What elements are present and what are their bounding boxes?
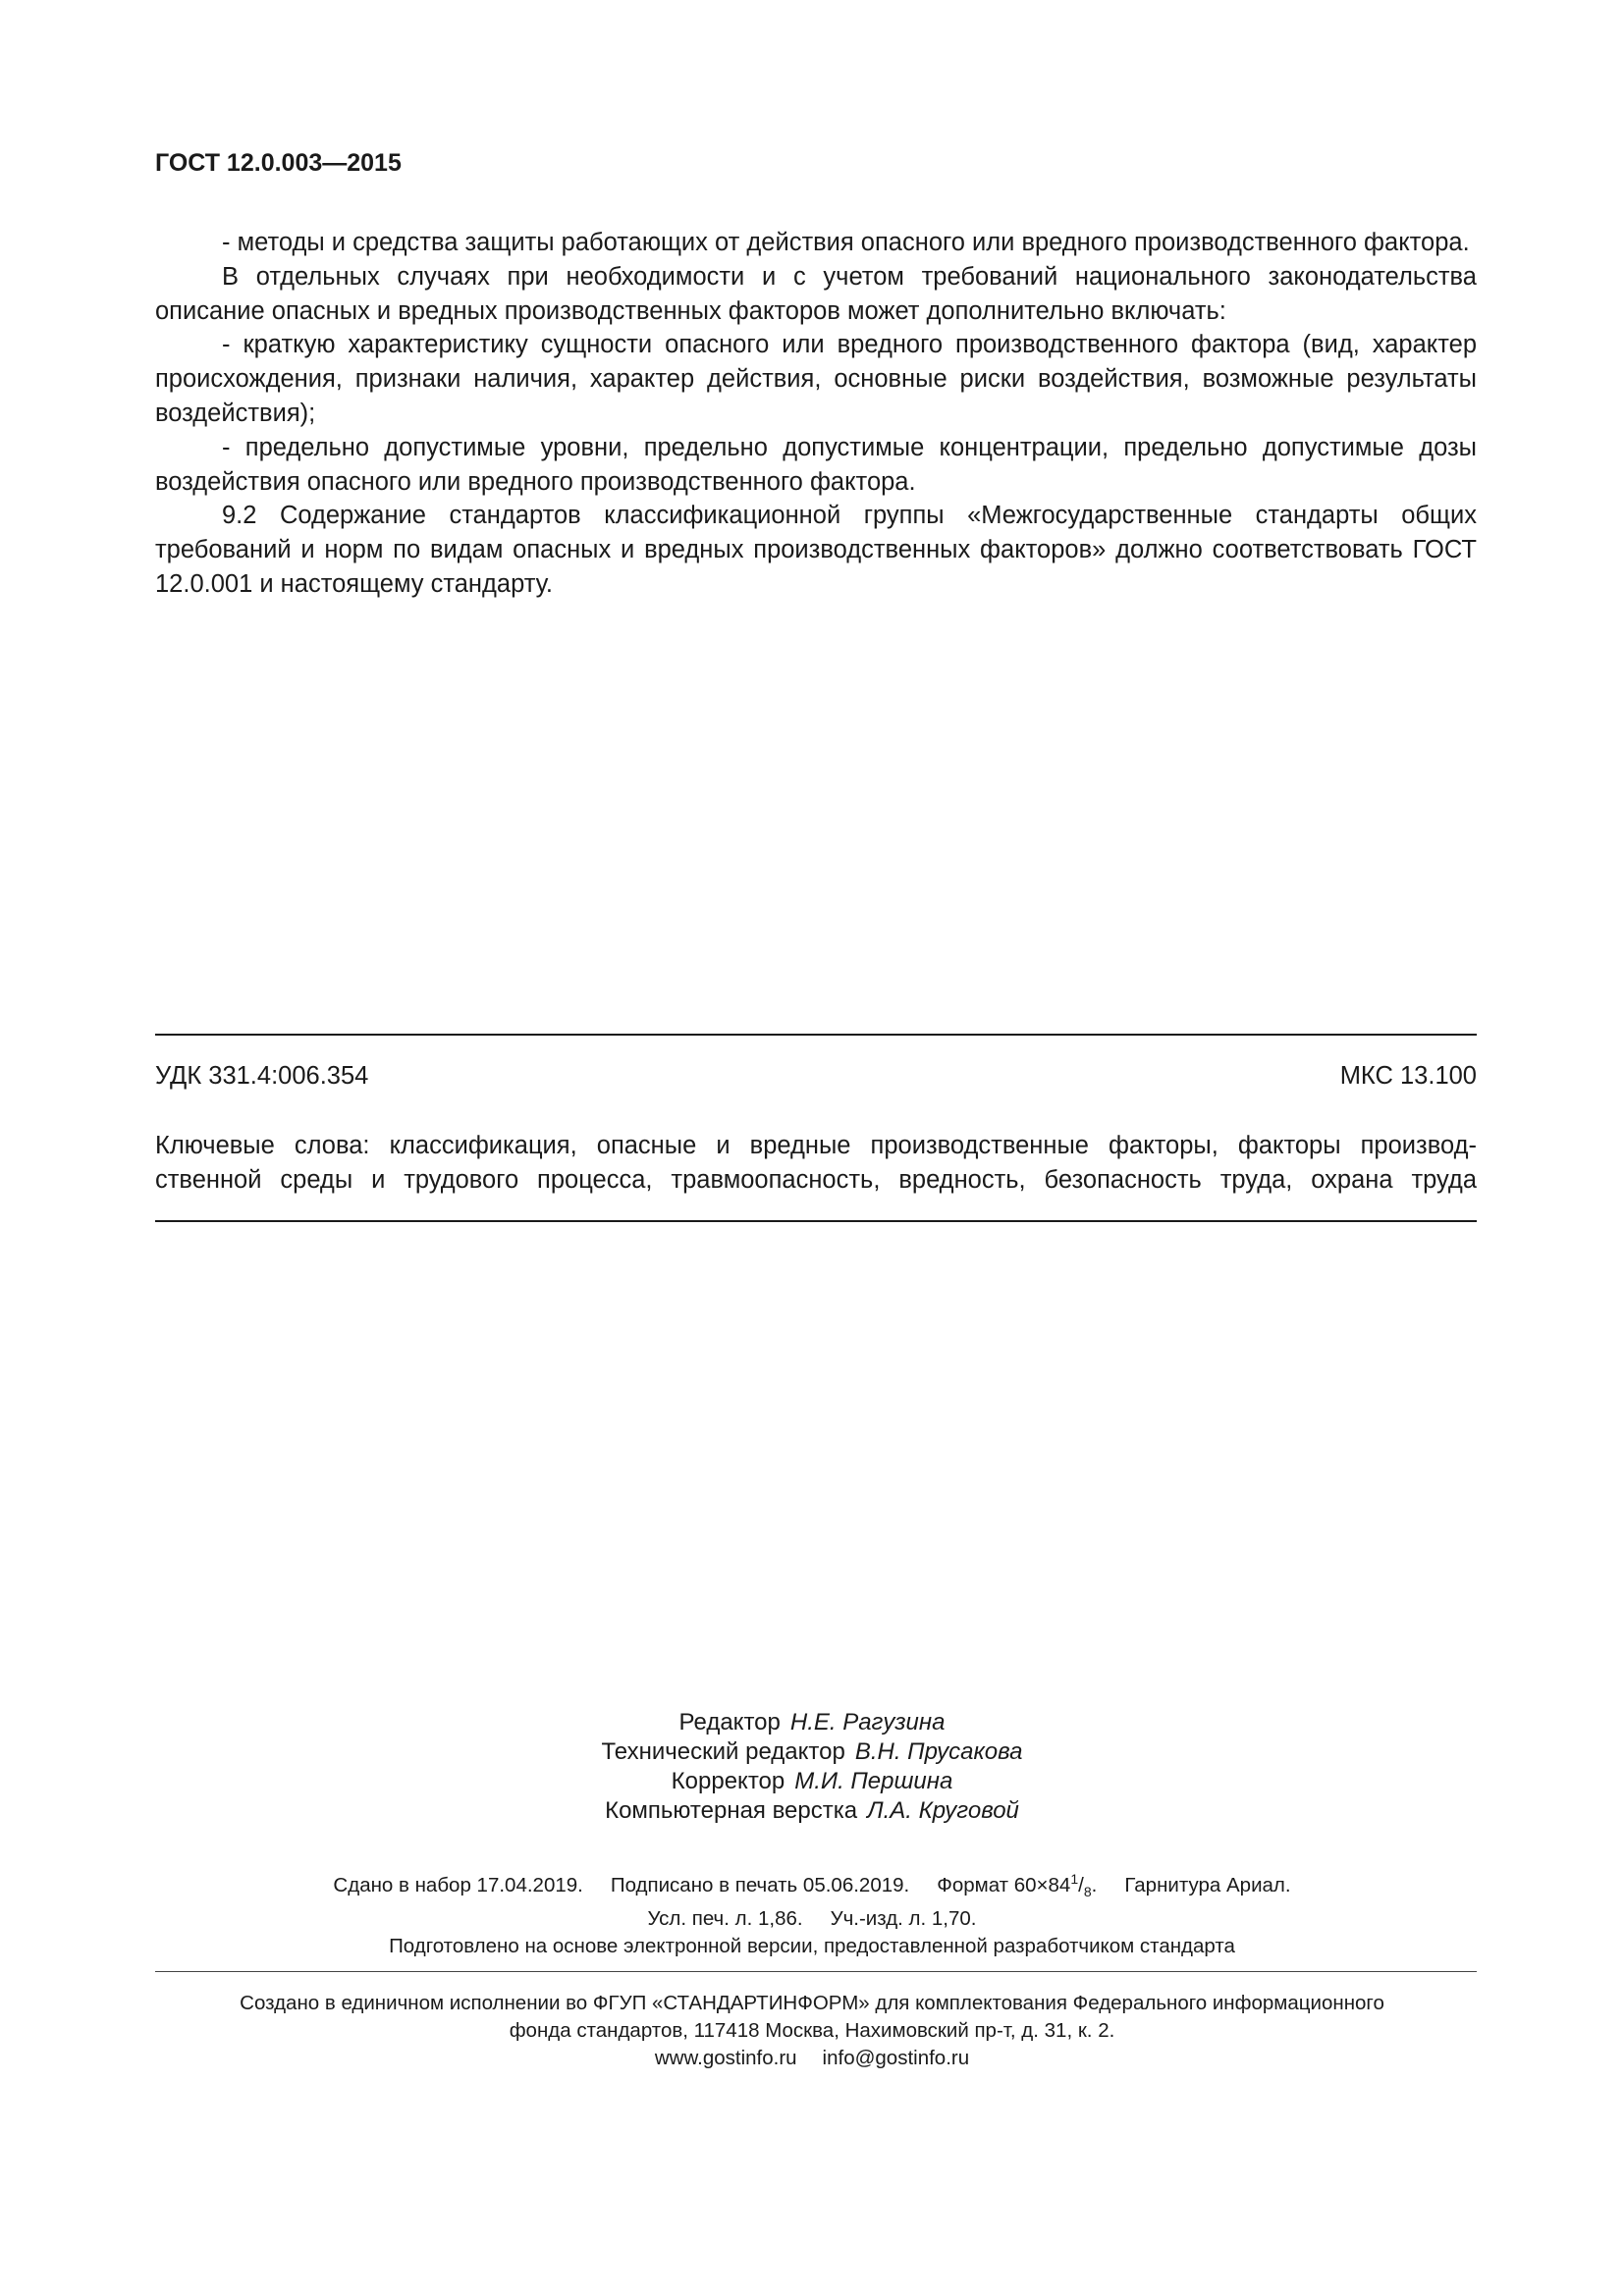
footer-contacts: [0, 2045, 1624, 2072]
keywords-line: ственной среды и трудового процесса, травмоопасность, вредность, безопасность труда, охрана труда: [155, 1165, 1477, 1194]
signed-date: Подписано в печать 05.06.2019.: [610, 1873, 910, 1896]
paragraph-additional-description: В отдельных случаях при необходимости и с учетом требований национального законодательства описание опасных и вредных производственных факторов может дополнительно включать:: [155, 262, 1477, 325]
paragraph-protection-methods: - методы и средства защиты работающих от действия опасного или вредного производственного фактора.: [222, 229, 1470, 256]
imprint: [0, 1865, 1624, 1960]
keywords: [155, 1129, 1477, 1198]
udk-code: УДК 331.4:006.354: [155, 1062, 369, 1090]
footer-line: Создано в единичном исполнении во ФГУП «СТАНДАРТИНФОРМ» для комплектования Федерального информационного: [240, 1992, 1384, 2014]
footer-line: фонда стандартов, 117418 Москва, Нахимовский пр-т, д. 31, к. 2.: [509, 2019, 1115, 2042]
credit-row: [0, 1767, 1624, 1796]
paragraph-brief-characteristic: - краткую характеристику сущности опасного или вредного производственного фактора (вид, характер происхождения, признаки наличия, характер действия, основные риски воздействия, возможные результаты воздействия);: [155, 331, 1477, 427]
email-link[interactable]: info@gostinfo.ru: [822, 2047, 970, 2069]
top-rule: [155, 1034, 1477, 1036]
paragraph-permissible-levels: - предельно допустимые уровни, предельно допустимые концентрации, предельно допустимые дозы воздействия опасного или вредного производственного фактора.: [155, 433, 1477, 496]
footer-rule: [155, 1971, 1477, 1972]
paper-format: Формат $60\times 84^1/_8$.: [937, 1871, 1098, 1899]
credit-row: [0, 1796, 1624, 1826]
bottom-rule: [155, 1220, 1477, 1222]
print-sheets: Усл. печ. л. 1,86.: [647, 1906, 803, 1930]
credit-name: В.Н. Прусакова: [854, 1738, 1023, 1765]
credit-row: [0, 1737, 1624, 1767]
keywords-line: Ключевые слова: классификация, опасные и вредные производственные факторы, факторы производ-: [155, 1132, 1477, 1159]
body-text: [155, 226, 1477, 602]
editorial-credits: [0, 1708, 1624, 1826]
credit-role: Компьютерная верстка: [605, 1797, 858, 1824]
typeface: Гарнитура Ариал.: [1124, 1873, 1291, 1896]
credit-role: Редактор: [678, 1709, 781, 1735]
credit-row: [0, 1708, 1624, 1737]
submitted-date: Сдано в набор 17.04.2019.: [333, 1873, 583, 1896]
website-link[interactable]: www.gostinfo.ru: [654, 2047, 797, 2069]
imprint-row-1: [0, 1865, 1624, 1905]
mks-code: МКС 13.100: [1339, 1062, 1477, 1090]
running-header: ГОСТ 12.0.003—2015: [155, 149, 402, 177]
classification-codes: [155, 1062, 1477, 1091]
credit-name: Н.Е. Рагузина: [789, 1709, 946, 1735]
credit-name: Л.А. Круговой: [867, 1797, 1019, 1824]
credit-role: Технический редактор: [601, 1738, 845, 1765]
credit-role: Корректор: [671, 1768, 785, 1794]
publisher-sheets: Уч.-изд. л. 1,70.: [830, 1906, 977, 1930]
paragraph-9-2: 9.2 Содержание стандартов классификационной группы «Межгосударственные стандарты общих требований и норм по видам опасных и вредных производственных факторов» должно соответствовать ГОСТ 12.0.001 и настоящему стандарту.: [155, 502, 1477, 598]
publisher-footer: [0, 1990, 1624, 2072]
prepared-note: Подготовлено на основе электронной версии, предоставленной разработчиком стандарта: [389, 1934, 1235, 1957]
credit-name: М.И. Першина: [794, 1768, 953, 1794]
imprint-row-2: [0, 1905, 1624, 1933]
